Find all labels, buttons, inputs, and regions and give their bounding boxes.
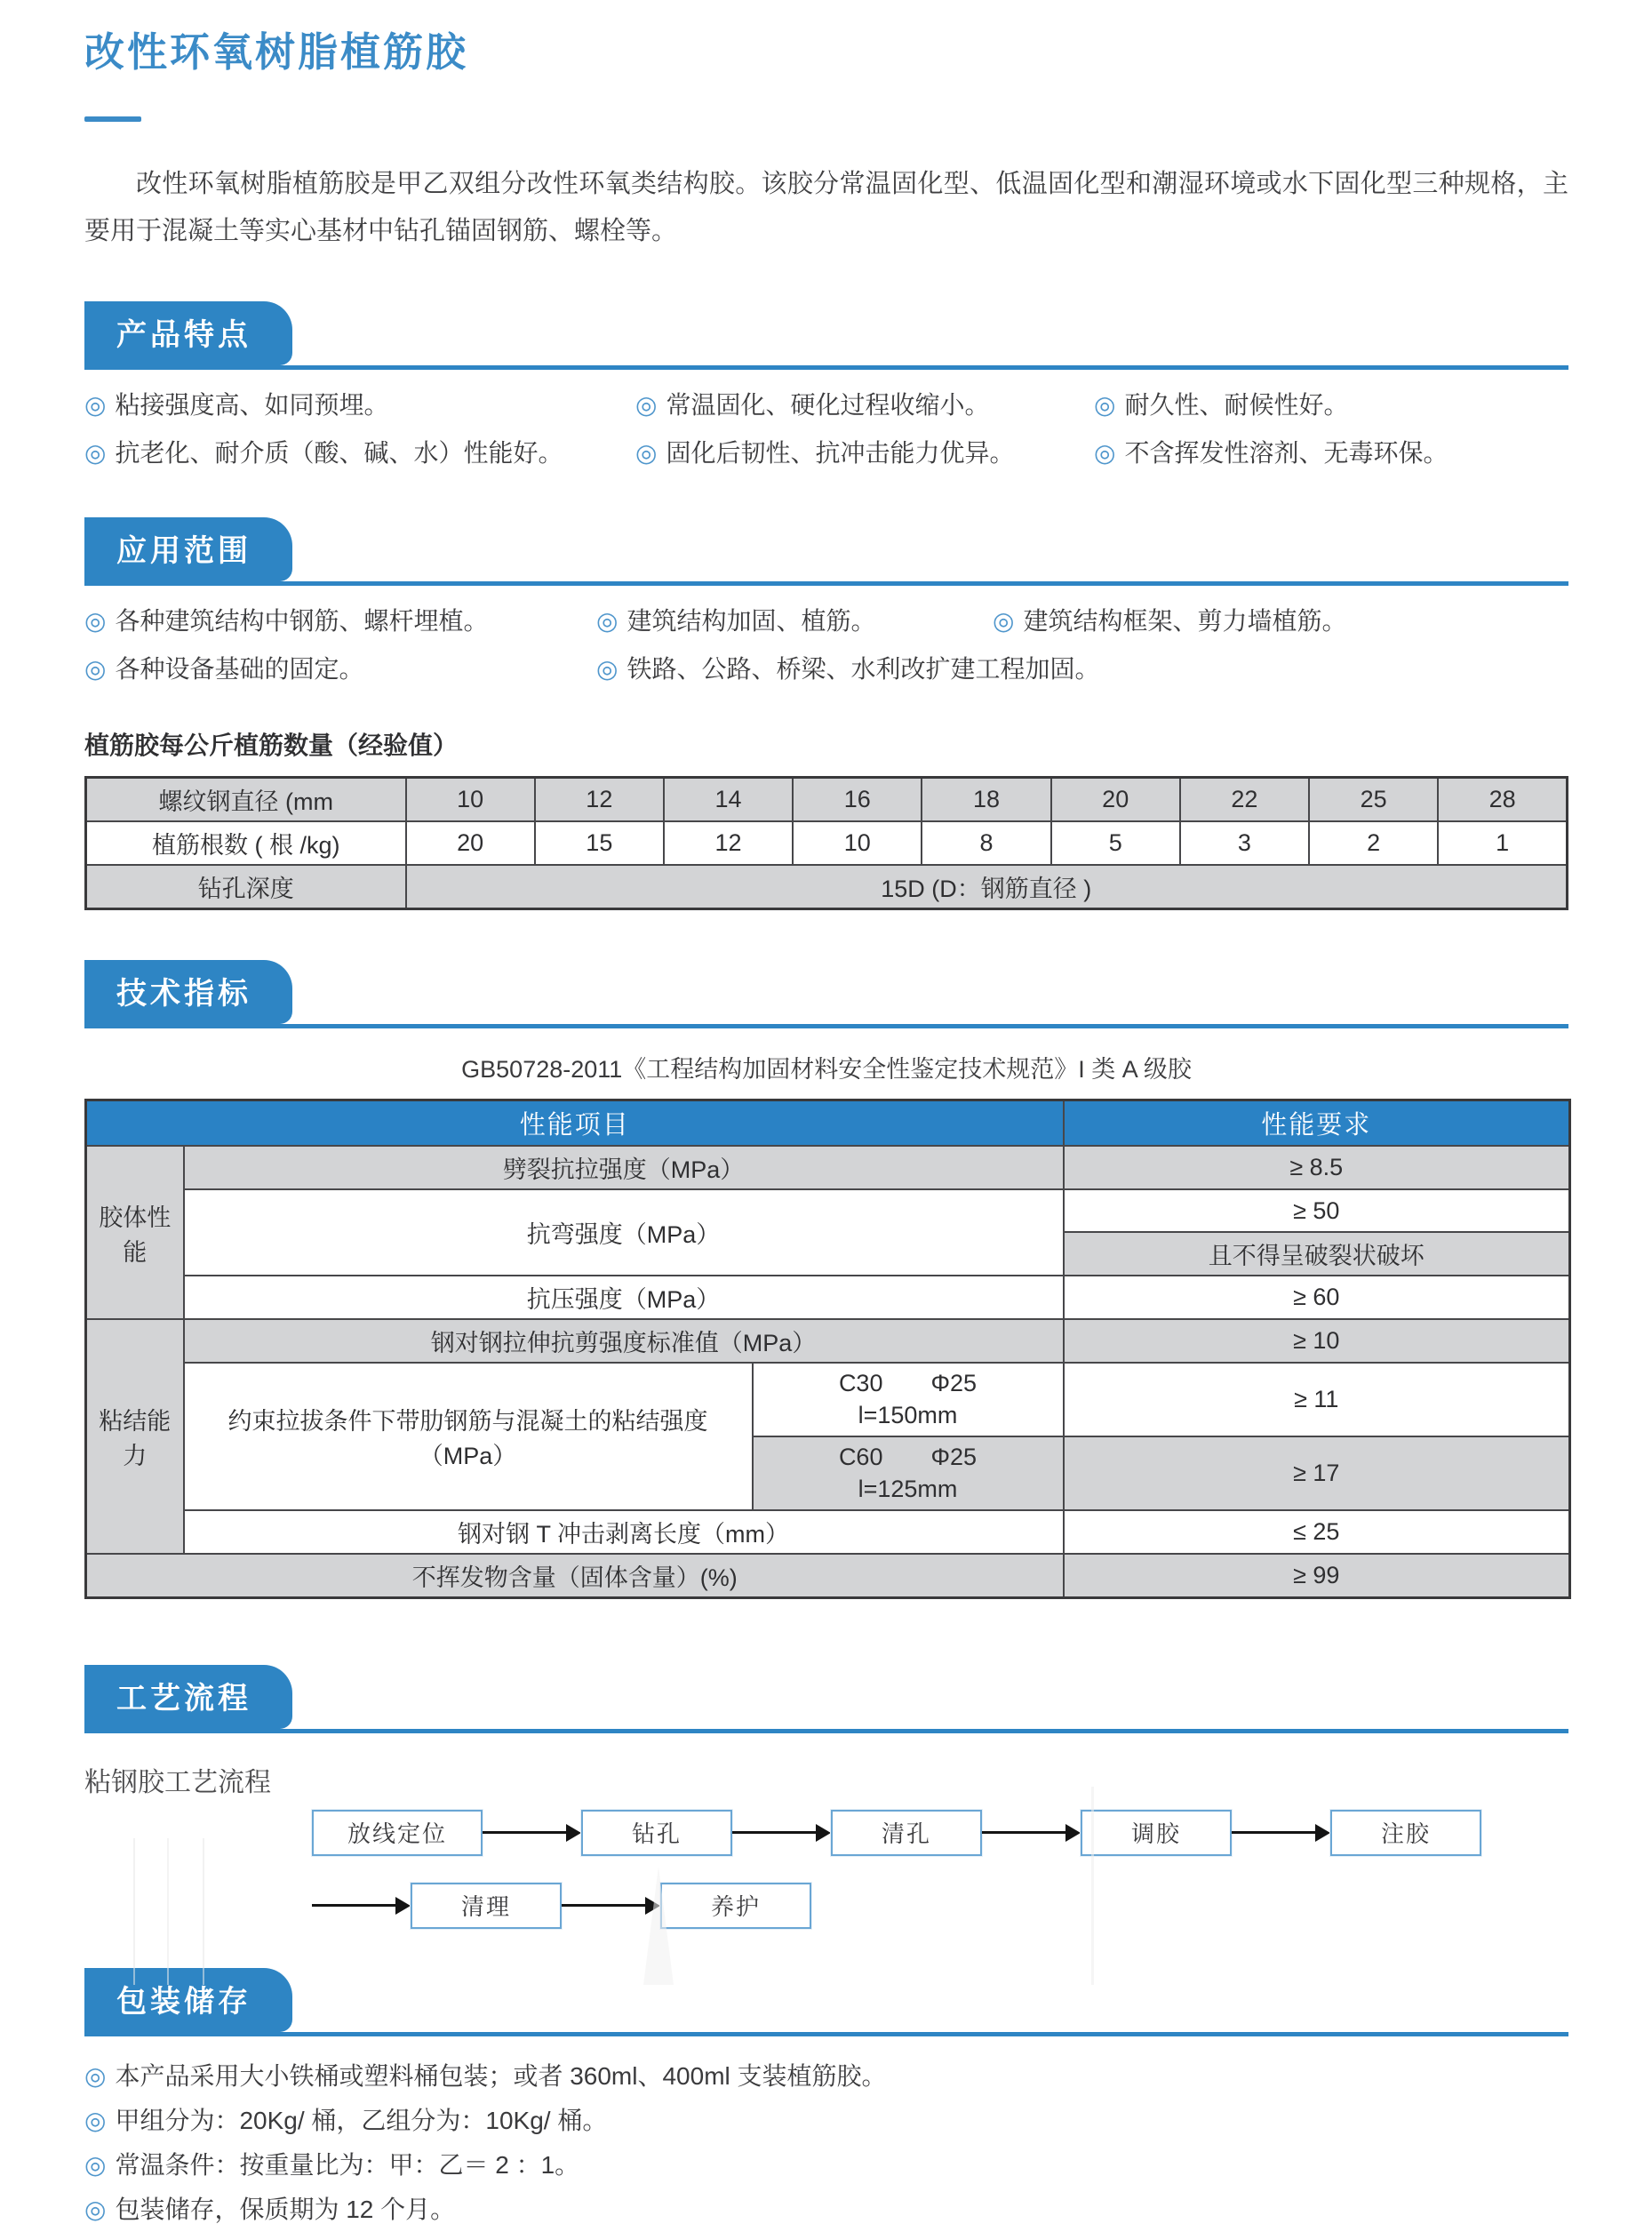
condition-line: l=150mm bbox=[858, 1402, 958, 1429]
requirement-cell: ≥ 17 bbox=[1064, 1436, 1570, 1510]
bullseye-icon: ◎ bbox=[1094, 390, 1116, 419]
application-text: 建筑结构加固、植筋。 bbox=[626, 606, 876, 635]
bullseye-icon: ◎ bbox=[84, 390, 107, 419]
flow-step-mix-glue: 调胶 bbox=[1081, 1810, 1232, 1856]
table-row bbox=[86, 1510, 1570, 1554]
condition-line: C30 Φ25 bbox=[838, 1370, 978, 1397]
row-label: 植筋根数 ( 根 /kg) bbox=[86, 821, 406, 865]
right-arrow-icon bbox=[562, 1897, 660, 1915]
feature-text: 粘接强度高、如同预埋。 bbox=[115, 390, 389, 419]
column-header-requirement: 性能要求 bbox=[1064, 1100, 1570, 1146]
bullseye-icon: ◎ bbox=[84, 2061, 107, 2090]
list-item bbox=[993, 602, 1568, 637]
condition-cell bbox=[753, 1363, 1064, 1436]
property-cell: 不挥发物含量（固体含量）(%) bbox=[86, 1554, 1064, 1598]
bullseye-icon: ◎ bbox=[84, 654, 107, 683]
flow-step-drill: 钻孔 bbox=[581, 1810, 732, 1856]
table-row bbox=[86, 821, 1568, 865]
property-cell: 约束拉拔条件下带肋钢筋与混凝土的粘结强度（MPa） bbox=[184, 1363, 753, 1510]
diameter-cell: 10 bbox=[406, 777, 535, 821]
feature-text: 不含挥发性溶剂、无毒环保。 bbox=[1124, 438, 1448, 467]
bullseye-icon: ◎ bbox=[993, 606, 1015, 635]
section-header-tech bbox=[84, 960, 1568, 1028]
storage-text: 本产品采用大小铁桶或塑料桶包装；或者 360ml、400ml 支装植筋胶。 bbox=[115, 2061, 887, 2090]
bullseye-icon: ◎ bbox=[84, 2150, 107, 2179]
diameter-cell: 28 bbox=[1438, 777, 1567, 821]
list-item bbox=[84, 386, 635, 421]
count-cell: 8 bbox=[922, 821, 1050, 865]
flow-step-clean-hole: 清孔 bbox=[831, 1810, 982, 1856]
application-text: 铁路、公路、桥梁、水利改扩建工程加固。 bbox=[626, 654, 1100, 683]
property-cell: 抗弯强度（MPa） bbox=[184, 1189, 1064, 1276]
list-item bbox=[1094, 386, 1568, 421]
table-header-row bbox=[86, 1100, 1570, 1146]
count-cell: 15 bbox=[535, 821, 664, 865]
list-item bbox=[84, 602, 596, 637]
page-title: 改性环氧树脂植筋胶 bbox=[84, 29, 469, 75]
count-cell: 20 bbox=[406, 821, 535, 865]
process-flow-row-2 bbox=[312, 1883, 1568, 1929]
property-cell: 抗压强度（MPa） bbox=[184, 1276, 1064, 1319]
feature-text: 耐久性、耐候性好。 bbox=[1124, 390, 1349, 419]
diameter-cell: 20 bbox=[1051, 777, 1180, 821]
bullseye-icon: ◎ bbox=[635, 390, 658, 419]
bullseye-icon: ◎ bbox=[84, 2195, 107, 2223]
storage-text: 甲组分为：20Kg/ 桶，乙组分为：10Kg/ 桶。 bbox=[115, 2106, 608, 2134]
bullseye-icon: ◎ bbox=[596, 654, 619, 683]
list-item bbox=[84, 2099, 1568, 2143]
tech-spec-table bbox=[84, 1099, 1571, 1599]
table-row bbox=[86, 865, 1568, 909]
property-cell: 钢对钢拉伸抗剪强度标准值（MPa） bbox=[184, 1319, 1064, 1363]
list-item bbox=[84, 650, 596, 685]
list-item bbox=[84, 2143, 1568, 2188]
depth-value-cell: 15D (D：钢筋直径 ) bbox=[406, 865, 1568, 909]
list-item bbox=[84, 2188, 1568, 2232]
group-label-bonding: 粘结能力 bbox=[86, 1319, 184, 1554]
rebar-count-table bbox=[84, 776, 1568, 910]
diameter-cell: 18 bbox=[922, 777, 1050, 821]
bullseye-icon: ◎ bbox=[84, 438, 107, 467]
bullseye-icon: ◎ bbox=[1094, 438, 1116, 467]
list-item bbox=[596, 602, 993, 637]
application-text: 各种建筑结构中钢筋、螺杆埋植。 bbox=[115, 606, 489, 635]
list-item bbox=[1094, 434, 1568, 469]
diameter-cell: 14 bbox=[664, 777, 793, 821]
applications-list bbox=[84, 602, 1568, 685]
table-row bbox=[86, 1319, 1570, 1363]
property-cell: 钢对钢 T 冲击剥离长度（mm） bbox=[184, 1510, 1064, 1554]
requirement-cell: ≥ 10 bbox=[1064, 1319, 1570, 1363]
list-item bbox=[84, 434, 635, 469]
section-header-applications bbox=[84, 517, 1568, 586]
intro-paragraph: 改性环氧树脂植筋胶是甲乙双组分改性环氧类结构胶。该胶分常温固化型、低温固化型和潮湿环境或水下固化型三种规格，主要用于混凝土等实心基材中钻孔锚固钢筋、螺栓等。 bbox=[84, 170, 1568, 245]
process-section-badge: 工艺流程 bbox=[84, 1665, 292, 1729]
table-row bbox=[86, 1146, 1570, 1189]
application-text: 各种设备基础的固定。 bbox=[115, 654, 364, 683]
diameter-cell: 12 bbox=[535, 777, 664, 821]
requirement-cell: ≥ 8.5 bbox=[1064, 1146, 1570, 1189]
diameter-cell: 16 bbox=[793, 777, 922, 821]
feature-text: 固化后韧性、抗冲击能力优异。 bbox=[666, 438, 1015, 467]
list-item bbox=[635, 386, 1094, 421]
diameter-cell: 25 bbox=[1309, 777, 1438, 821]
column-header-item: 性能项目 bbox=[86, 1100, 1064, 1146]
flow-step-inject-glue: 注胶 bbox=[1330, 1810, 1481, 1856]
list-item bbox=[84, 2054, 1568, 2099]
tech-section-badge: 技术指标 bbox=[84, 960, 292, 1024]
requirement-cell: ≥ 60 bbox=[1064, 1276, 1570, 1319]
flow-step-layout: 放线定位 bbox=[312, 1810, 483, 1856]
count-cell: 5 bbox=[1051, 821, 1180, 865]
requirement-cell: ≥ 50 bbox=[1064, 1189, 1570, 1232]
watermark-sketch bbox=[133, 1838, 204, 1985]
bullseye-icon: ◎ bbox=[635, 438, 658, 467]
table-row bbox=[86, 777, 1568, 821]
title-underline bbox=[84, 116, 141, 122]
condition-line: l=125mm bbox=[858, 1476, 958, 1503]
table-row bbox=[86, 1363, 1570, 1436]
requirement-cell: ≥ 99 bbox=[1064, 1554, 1570, 1598]
row-label: 钻孔深度 bbox=[86, 865, 406, 909]
requirement-cell: ≥ 11 bbox=[1064, 1363, 1570, 1436]
tech-standard-caption: GB50728-2011《工程结构加固材料安全性鉴定技术规范》I 类 A 级胶 bbox=[461, 1055, 1192, 1083]
right-arrow-icon bbox=[312, 1897, 411, 1915]
count-cell: 10 bbox=[793, 821, 922, 865]
process-flow-row-1 bbox=[312, 1810, 1568, 1856]
property-cell: 劈裂抗拉强度（MPa） bbox=[184, 1146, 1064, 1189]
requirement-cell: ≤ 25 bbox=[1064, 1510, 1570, 1554]
rebar-table-title: 植筋胶每公斤植筋数量（经验值） bbox=[84, 731, 459, 759]
storage-list bbox=[84, 2054, 1568, 2232]
section-header-features bbox=[84, 301, 1568, 370]
flow-step-cleanup: 清理 bbox=[411, 1883, 562, 1929]
table-row bbox=[86, 1189, 1570, 1232]
application-text: 建筑结构框架、剪力墙植筋。 bbox=[1023, 606, 1347, 635]
count-cell: 2 bbox=[1309, 821, 1438, 865]
table-row bbox=[86, 1276, 1570, 1319]
storage-text: 包装储存，保质期为 12 个月。 bbox=[115, 2195, 456, 2223]
feature-text: 常温固化、硬化过程收缩小。 bbox=[666, 390, 990, 419]
feature-text: 抗老化、耐介质（酸、碱、水）性能好。 bbox=[115, 438, 563, 467]
storage-text: 常温条件：按重量比为：甲：乙＝ 2 ：1。 bbox=[115, 2150, 580, 2179]
right-arrow-icon bbox=[1232, 1824, 1330, 1842]
right-arrow-icon bbox=[732, 1824, 831, 1842]
table-row bbox=[86, 1554, 1570, 1598]
right-arrow-icon bbox=[483, 1824, 581, 1842]
flow-step-curing: 养护 bbox=[660, 1883, 811, 1929]
row-label: 螺纹钢直径 (mm bbox=[86, 777, 406, 821]
features-list bbox=[84, 386, 1568, 469]
group-label-colloid: 胶体性能 bbox=[86, 1146, 184, 1319]
diameter-cell: 22 bbox=[1180, 777, 1309, 821]
document-page bbox=[0, 20, 1652, 2223]
requirement-cell: 且不得呈破裂状破坏 bbox=[1064, 1232, 1570, 1276]
count-cell: 1 bbox=[1438, 821, 1567, 865]
section-header-process bbox=[84, 1665, 1568, 1733]
bullseye-icon: ◎ bbox=[84, 2106, 107, 2134]
count-cell: 3 bbox=[1180, 821, 1309, 865]
list-item bbox=[635, 434, 1094, 469]
features-section-badge: 产品特点 bbox=[84, 301, 292, 365]
bullseye-icon: ◎ bbox=[596, 606, 619, 635]
list-item bbox=[596, 650, 1100, 685]
section-header-storage bbox=[84, 1968, 1568, 2036]
condition-line: C60 Φ25 bbox=[838, 1443, 978, 1470]
condition-cell bbox=[753, 1436, 1064, 1510]
bullseye-icon: ◎ bbox=[84, 606, 107, 635]
applications-section-badge: 应用范围 bbox=[84, 517, 292, 581]
process-subtitle: 粘钢胶工艺流程 bbox=[84, 1767, 271, 1797]
count-cell: 12 bbox=[664, 821, 793, 865]
storage-section-badge: 包装储存 bbox=[84, 1968, 292, 2032]
right-arrow-icon bbox=[982, 1824, 1081, 1842]
